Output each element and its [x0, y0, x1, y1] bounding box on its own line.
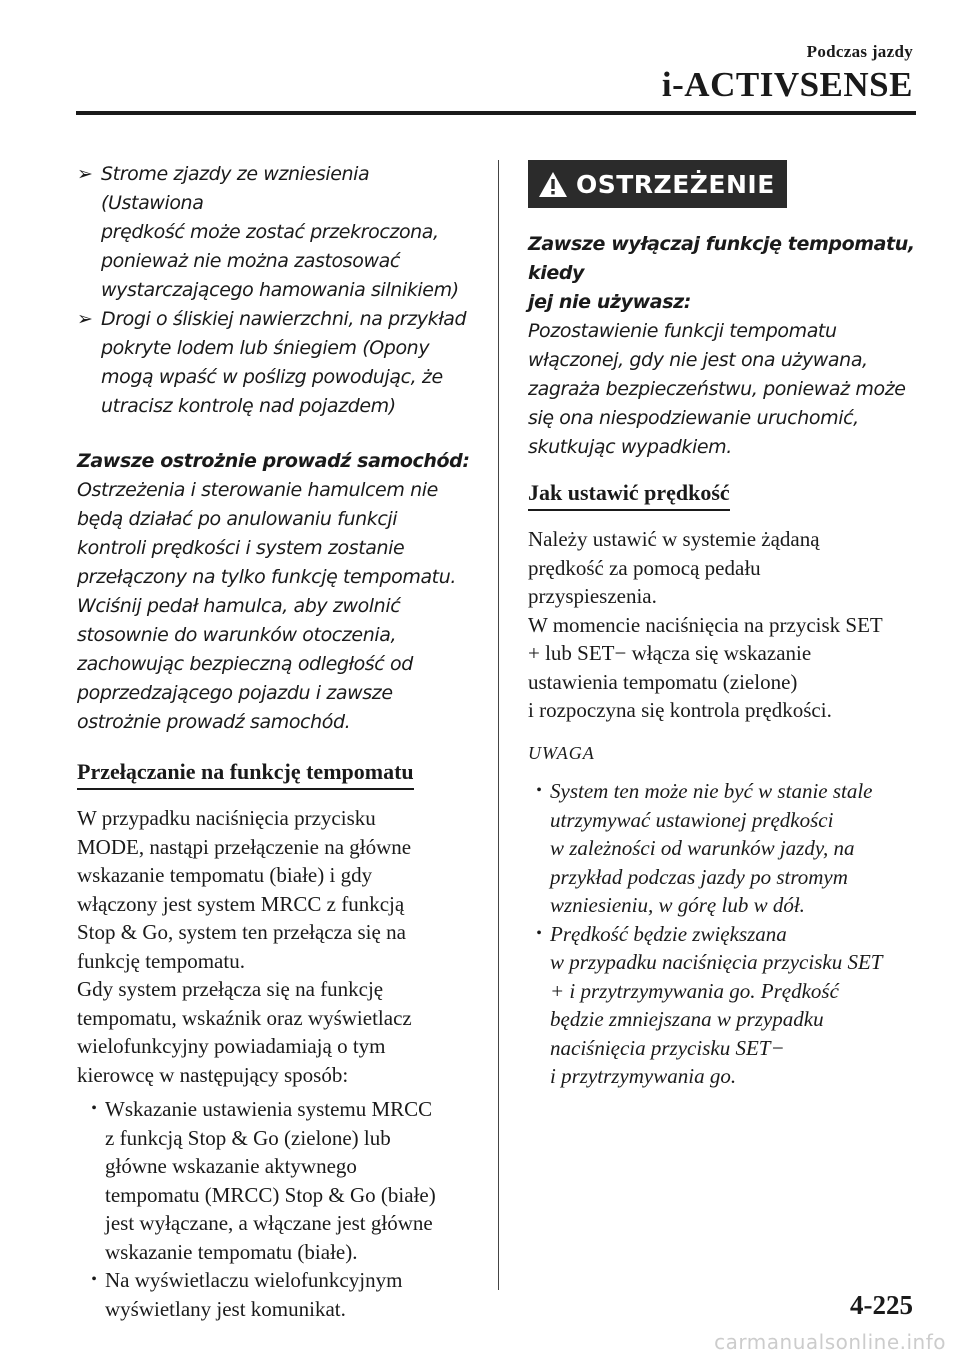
section-title-set-speed: Jak ustawić prędkość: [528, 480, 730, 511]
warning-label: OSTRZEŻENIE: [576, 169, 775, 199]
header-rule: [76, 111, 916, 115]
bullet-icon: •: [91, 1100, 97, 1117]
caution-text: Ostrzeżenia i sterowanie hamulcem nie będą działać po anulowaniu funkcji kontroli prędkości i system zostanie przełączony na tylko funkcję tempomatu. Wciśnij pedał hamulca, aby zwolnić stosownie do warunków otoczenia, zachowując bezpieczną odległość od poprzedzającego pojazdu i zawsze ostrożnie prowadź samochód.: [77, 479, 457, 733]
arrow-item-text: Strome zjazdy ze wzniesienia (Ustawiona prędkość może zostać przekroczona, ponieważ nie można zastosować wystarczającego hamowania silnikiem): [101, 163, 459, 301]
list-item-text: System ten może nie być w stanie stale utrzymywać ustawionej prędkości w zależności od warunków jazdy, na przykład podczas jazdy po stromym wzniesieniu, w górę lub w dół.: [550, 779, 873, 917]
list-item: [528, 920, 928, 1091]
left-column: [77, 160, 477, 1323]
bullet-icon: •: [536, 782, 542, 799]
warning-triangle-icon: [538, 171, 568, 198]
column-divider: [498, 160, 499, 1290]
caution-heading: Zawsze ostrożnie prowadź samochód:: [77, 450, 470, 472]
section-text: W przypadku naciśnięcia przycisku MODE, nastąpi przełączenie na główne wskazanie tempomatu (białe) i gdy włączony jest system MRCC z funkcją Stop & Go, system ten przełącza się na funkcję tempomatu. Gdy system przełącza się na funkcję tempomatu, wskaźnik oraz wyświetlacz wielofunkcyjny powiadamiają o tym kierowcę w następujący sposób:: [77, 806, 412, 1087]
list-item: [83, 1095, 477, 1266]
header-title: i-ACTIVSENSE: [661, 65, 913, 104]
list-item: [83, 1266, 477, 1323]
list-item-text: Na wyświetlaczu wielofunkcyjnym wyświetlany jest komunikat.: [105, 1268, 403, 1321]
warning-heading: Zawsze wyłączaj funkcję tempomatu, kiedy jej nie używasz:: [528, 233, 915, 313]
arrow-item: [77, 305, 477, 421]
watermark: carmanualsonline.info: [714, 1330, 946, 1354]
warning-box: [528, 160, 787, 208]
arrow-item: [77, 160, 477, 305]
arrow-marker-icon: ➢: [77, 308, 93, 330]
page-number: 4-225: [850, 1290, 913, 1320]
right-column: [528, 160, 928, 1091]
section-text: Należy ustawić w systemie żądaną prędkość za pomocą pedału przyspieszenia. W momencie naciśnięcia na przycisk SET + lub SET− włącza się wskazanie ustawienia tempomatu (zielone) i rozpoczyna się kontrola prędkości.: [528, 527, 883, 722]
list-item: [528, 777, 928, 920]
page-header: [662, 42, 913, 102]
section-title-cruise-switch: Przełączanie na funkcję tempomatu: [77, 759, 414, 790]
arrow-marker-icon: ➢: [77, 163, 93, 185]
note-list: [528, 777, 928, 1091]
note-label: UWAGA: [528, 742, 595, 763]
bullet-list: [83, 1095, 477, 1323]
bullet-icon: •: [536, 924, 542, 942]
list-item-text: Prędkość będzie zwiększana w przypadku naciśnięcia przycisku SET + i przytrzymywania go. Prędkość będzie zmniejszana w przypadku naciśnięcia przycisku SET− i przytrzymywania go.: [550, 921, 883, 1088]
bullet-icon: •: [91, 1271, 97, 1288]
warning-text: Pozostawienie funkcji tempomatu włączonej, gdy nie jest ona używana, zagraża bezpieczeństwu, ponieważ może się ona niespodziewanie uruchomić, skutkując wypadkiem.: [528, 320, 906, 458]
header-section: Podczas jazdy: [806, 42, 913, 61]
arrow-item-text: Drogi o śliskiej nawierzchni, na przykład pokryte lodem lub śniegiem (Opony mogą wpaść w poślizg powodując, że utracisz kontrolę nad pojazdem): [101, 308, 467, 417]
list-item-text: Wskazanie ustawienia systemu MRCC z funkcją Stop & Go (zielone) lub główne wskazanie aktywnego tempomatu (MRCC) Stop & Go (białe) jest wyłączane, a włączane jest główne wskazanie tempomatu (białe).: [105, 1097, 436, 1264]
